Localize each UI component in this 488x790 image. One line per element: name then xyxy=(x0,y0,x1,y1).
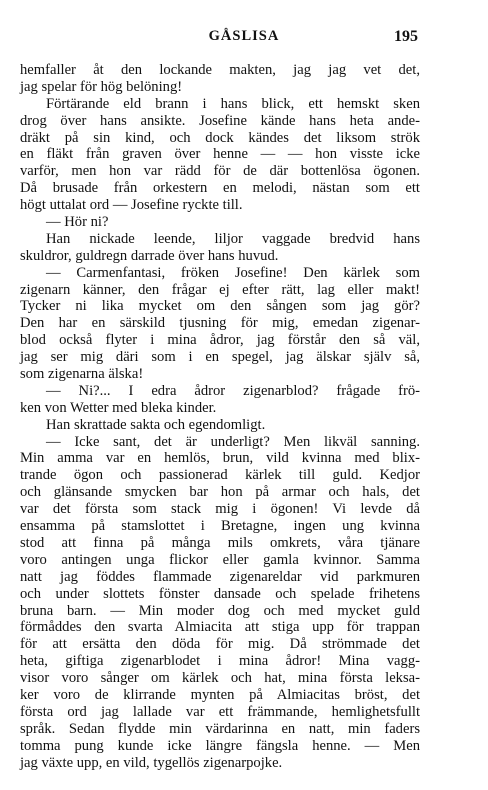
text-line: jag spelar för hög belöning! xyxy=(20,78,183,95)
text-line: voro antingen unga flickor eller gamla kvinnor. Samma xyxy=(20,551,420,568)
text-line: skuldror, guldregn darrade över hans huvud. xyxy=(20,247,279,264)
page-header xyxy=(0,28,488,50)
text-line: och glänsande smycken bar hon på armar och hals, det xyxy=(20,484,420,501)
text-line: trande ögon och passionerad kärlek till guld. Kedjor xyxy=(20,467,420,484)
text-line: Då brusade från orkestern en melodi, nästan som ett xyxy=(20,180,420,197)
text-line: jag ser mig däri som i en spegel, jag älskar själv så, xyxy=(20,349,420,366)
text-line: för att ersätta den döda för mig. Då strömmade det xyxy=(20,636,420,653)
text-line: högt uttalat ord — Josefine ryckte till. xyxy=(20,197,243,214)
text-line: — Hör ni? xyxy=(46,214,109,231)
text-line: stod att finna på många mils omkrets, våra tjänare xyxy=(20,534,420,551)
body-text xyxy=(20,62,420,771)
page-number: 195 xyxy=(394,28,418,45)
text-line: natt jag föddes flammade zigenareldar vid parkmuren xyxy=(20,568,420,585)
text-line: förmåddes den svarta Almiacita att stiga upp för trappan xyxy=(20,619,420,636)
text-line: en fläkt från graven över henne — — hon visste icke xyxy=(20,146,420,163)
text-line: ken von Wetter med bleka kinder. xyxy=(20,399,217,416)
text-line: jag växte upp, en vild, tygellös zigenarpojke. xyxy=(20,754,283,771)
text-line: — Icke sant, det är underligt? Men likväl sanning. xyxy=(46,433,420,450)
text-line: drog över hans ansikte. Josefine kände hans heta ande- xyxy=(20,112,420,129)
text-line: hemfaller åt den lockande makten, jag jag vet det, xyxy=(20,62,420,78)
text-line: ker voro de klirrande mynten på Almiacitas bröst, det xyxy=(20,686,420,703)
text-line: blod också flyter i mina ådror, jag förstår den så väl, xyxy=(20,332,420,349)
text-line: Tycker ni lika mycket om den sången som jag gör? xyxy=(20,298,420,315)
text-line: — Carmenfantasi, fröken Josefine! Den kärlek som xyxy=(46,264,420,281)
text-line: var det första som stack mig i ögonen! Vi levde då xyxy=(20,501,420,518)
text-line: heta, giftiga zigenarblodet i mina ådror! Mina vagg- xyxy=(20,653,420,670)
text-line: språk. Sedan flydde min värdarinna en natt, min faders xyxy=(20,720,420,737)
text-line: Han skrattade sakta och egendomligt. xyxy=(46,416,266,433)
text-line: första ord jag lallade var ett främmande, hemlighetsfullt xyxy=(20,703,420,720)
text-line: — Ni?... I edra ådror zigenarblod? frågade frö- xyxy=(46,382,420,399)
text-line: zigenarn känner, den frågar ej efter rätt, lag eller makt! xyxy=(20,281,420,298)
text-line: dräkt på sin kind, och dock kändes det liksom strök xyxy=(20,129,420,146)
text-line: Han nickade leende, liljor vaggade bredvid hans xyxy=(46,230,420,247)
text-line: bruna barn. — Min moder dog och med mycket guld xyxy=(20,602,420,619)
text-line: ensamma på stamslottet i Bretagne, ingen ung kvinna xyxy=(20,518,420,535)
text-line: visor voro sånger om kärlek och hat, mina första leksa- xyxy=(20,670,420,687)
text-line: och under slottets fönster dansade och spelade frihetens xyxy=(20,585,420,602)
text-line: varför, men hon var rädd för de där bottenlösa ögonen. xyxy=(20,163,420,180)
text-line: Den har en särskild tjusning för mig, emedan zigenar- xyxy=(20,315,420,332)
running-title: GÅSLISA xyxy=(208,28,280,44)
text-line: tomma pung kunde icke längre fängsla henne. — Men xyxy=(20,737,420,754)
text-line: som zigenarna älska! xyxy=(20,366,144,383)
text-line: Förtärande eld brann i hans blick, ett hemskt sken xyxy=(46,95,420,112)
text-line: Min amma var en hemlös, brun, vild kvinna med blix- xyxy=(20,450,420,467)
